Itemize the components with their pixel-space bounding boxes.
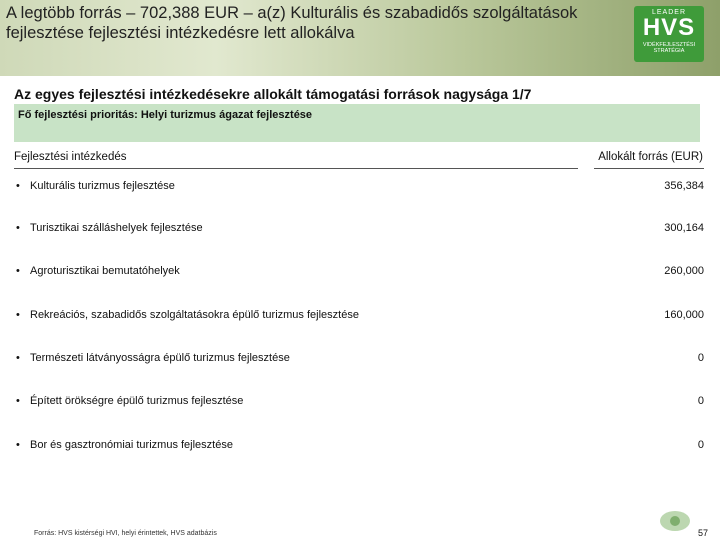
page-title: A legtöbb forrás – 702,388 EUR – a(z) Kulturális és szabadidős szolgáltatások fejlesztése fejlesztési intézkedésre lett allokálva (6, 4, 578, 42)
row-value: 0 (697, 395, 704, 407)
row-value: 0 (697, 352, 704, 364)
bullet-icon: • (16, 265, 20, 277)
content-card (8, 80, 711, 540)
table-row (14, 352, 704, 368)
column-header-amount: Allokált forrás (EUR) (598, 151, 703, 163)
logo-sub-text: VIDÉKFEJLESZTÉSI STRATÉGIA (642, 42, 696, 54)
section-title: Az egyes fejlesztési intézkedésekre allokált támogatási források nagysága 1/7 (14, 86, 532, 102)
row-label: Rekreációs, szabadidős szolgáltatásokra épülő turizmus fejlesztése (30, 309, 359, 321)
page-number: 57 (697, 528, 708, 538)
header-banner (0, 0, 720, 76)
row-value: 160,000 (664, 309, 704, 321)
footer-logo-icon (658, 508, 692, 534)
row-value: 0 (697, 439, 704, 451)
priority-label: Fő fejlesztési prioritás: Helyi turizmus ágazat fejlesztése (18, 109, 313, 121)
column-header-measure: Fejlesztési intézkedés (14, 151, 127, 163)
priority-box (14, 104, 700, 142)
table-row (14, 180, 704, 196)
bullet-icon: • (16, 395, 20, 407)
bullet-icon: • (16, 222, 20, 234)
row-label: Épített örökségre épülő turizmus fejlesztése (30, 395, 244, 407)
bullet-icon: • (16, 439, 20, 451)
row-label: Bor és gasztronómiai turizmus fejlesztése (30, 439, 233, 451)
table-row (14, 265, 704, 281)
header-divider (594, 168, 704, 169)
row-value: 260,000 (664, 265, 704, 277)
row-label: Természeti látványosságra épülő turizmus fejlesztése (30, 352, 290, 364)
bullet-icon: • (16, 352, 20, 364)
hvs-logo (634, 6, 704, 62)
row-label: Agroturisztikai bemutatóhelyek (30, 265, 180, 277)
table-row (14, 439, 704, 455)
row-value: 300,164 (664, 222, 704, 234)
table-row (14, 309, 704, 325)
table-row (14, 222, 704, 238)
row-label: Kulturális turizmus fejlesztése (30, 180, 175, 192)
bullet-icon: • (16, 309, 20, 321)
header-divider (14, 168, 578, 169)
source-note: Forrás: HVS kistérségi HVI, helyi érintettek, HVS adatbázis (34, 530, 217, 537)
logo-top-text: LEADER (651, 9, 686, 16)
logo-main-text: HVS (642, 14, 696, 41)
bullet-icon: • (16, 180, 20, 192)
table-row (14, 395, 704, 411)
row-value: 356,384 (664, 180, 704, 192)
row-label: Turisztikai szálláshelyek fejlesztése (30, 222, 203, 234)
